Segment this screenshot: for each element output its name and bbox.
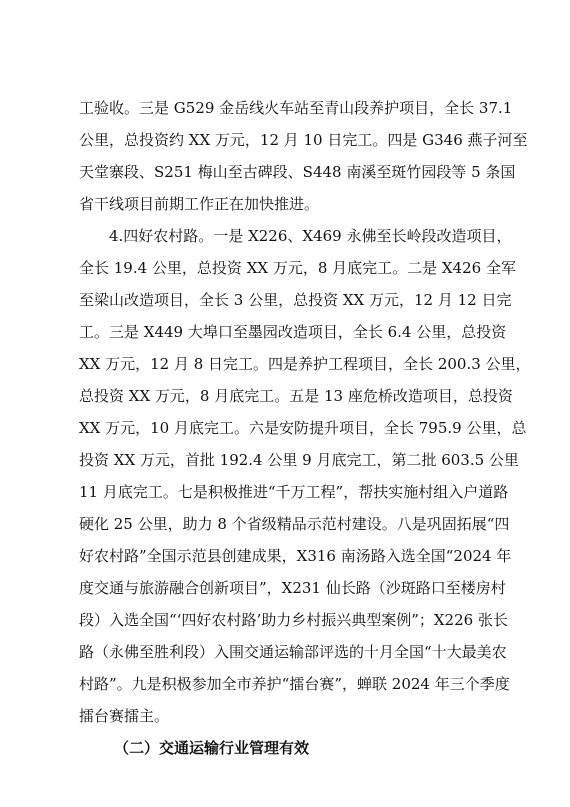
section-heading: （二）交通运输行业管理有效 (114, 739, 310, 757)
paragraph-line: 至梁山改造项目，全长 3 公里，总投资 XX 万元，12 月 12 日完 (79, 291, 512, 309)
paragraph-line: 硬化 25 公里，助力 8 个省级精品示范村建设。八是巩固拓展“四 (79, 515, 510, 533)
paragraph-line: 公里，总投资约 XX 万元，12 月 10 日完工。四是 G346 燕子河至 (79, 131, 528, 149)
paragraph-line: 投资 XX 万元，首批 192.4 公里 9 月底完工，第二批 603.5 公里 (79, 451, 519, 469)
paragraph-line: 度交通与旅游融合创新项目”，X231 仙长路（沙斑路口至楼房村 (79, 579, 506, 597)
paragraph-line: 村路”。九是积极参加全市养护“擂台赛”，蝉联 2024 年三个季度 (79, 675, 510, 693)
paragraph-line: 省干线项目前期工作正在加快推进。 (79, 195, 320, 213)
paragraph-line: 路（永佛至胜利段）入围交通运输部评选的十月全国“十大最美农 (79, 643, 507, 661)
paragraph-line: XX 万元，10 月底完工。六是安防提升项目，全长 795.9 公里，总 (79, 419, 527, 437)
section-4-title-line: 4.四好农村路。一是 X226、X469 永佛至长岭段改造项目， (109, 227, 512, 245)
paragraph-line: XX 万元，12 月 8 日完工。四是养护工程项目，全长 200.3 公里， (79, 355, 531, 373)
paragraph-line: 段）入选全国“‘四好农村路’助力乡村振兴典型案例”；X226 张长 (79, 611, 508, 629)
paragraph-line: 好农村路”全国示范县创建成果，X316 南汤路入选全国“2024 年 (79, 547, 512, 565)
paragraph-line: 擂台赛擂主。 (79, 707, 170, 725)
paragraph-line: 工。三是 X449 大埠口至墨园改造项目，全长 6.4 公里，总投资 (79, 323, 507, 341)
paragraph-line: 工验收。三是 G529 金岳线火车站至青山段养护项目，全长 37.1 (79, 99, 513, 117)
paragraph-line: 全长 19.4 公里，总投资 XX 万元，8 月底完工。二是 X426 全军 (79, 259, 516, 277)
paragraph-line: 总投资 XX 万元，8 月底完工。五是 13 座危桥改造项目，总投资 (79, 387, 513, 405)
paragraph-line: 11 月底完工。七是积极推进“千万工程”，帮扶实施村组入户道路 (79, 483, 509, 501)
paragraph-line: 天堂寨段、S251 梅山至古碑段、S448 南溪至斑竹园段等 5 条国 (79, 163, 516, 181)
